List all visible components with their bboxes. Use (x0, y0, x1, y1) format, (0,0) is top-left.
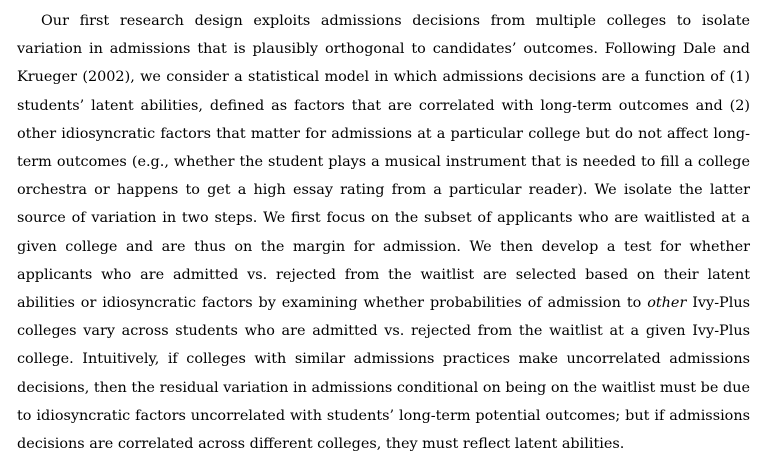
document-page (17, 7, 750, 458)
paragraph-text-part2: Ivy-Plus colleges vary across students who are admitted vs. rejected from the waitlist at a given Ivy-Plus college. Intuitively, if colleges with similar admissions practices make uncorrelated admissions decisions, then the residual variation in admissions conditional on being on the waitlist must be due to idiosyncratic factors uncorrelated with students’ long-term potential outcomes; but if admissions decisions are correlated across different colleges, they must reflect latent abilities. (17, 295, 750, 453)
paragraph-text-part1: Our first research design exploits admissions decisions from multiple colleges to isolate variation in admissions that is plausibly orthogonal to candidates’ outcomes. Following Dale and Krueger (2002), we consider a statistical model in which admissions decisions are a function of (1) students’ latent abilities, defined as factors that are correlated with long-term outcomes and (2) other idiosyncratic factors that matter for admissions at a particular college but do not affect long-term outcomes (e.g., whether the student plays a musical instrument that is needed to fill a college orchestra or happens to get a high essay rating from a particular reader). We isolate the latter source of variation in two steps. We first focus on the subset of applicants who are waitlisted at a given college and are thus on the margin for admission. We then develop a test for whether applicants who are admitted vs. rejected from the waitlist are selected based on their latent abilities or idiosyncratic factors by examining whether probabilities of admission to (17, 13, 750, 312)
paragraph-emphasis: other (647, 295, 687, 312)
body-paragraph (17, 7, 750, 458)
